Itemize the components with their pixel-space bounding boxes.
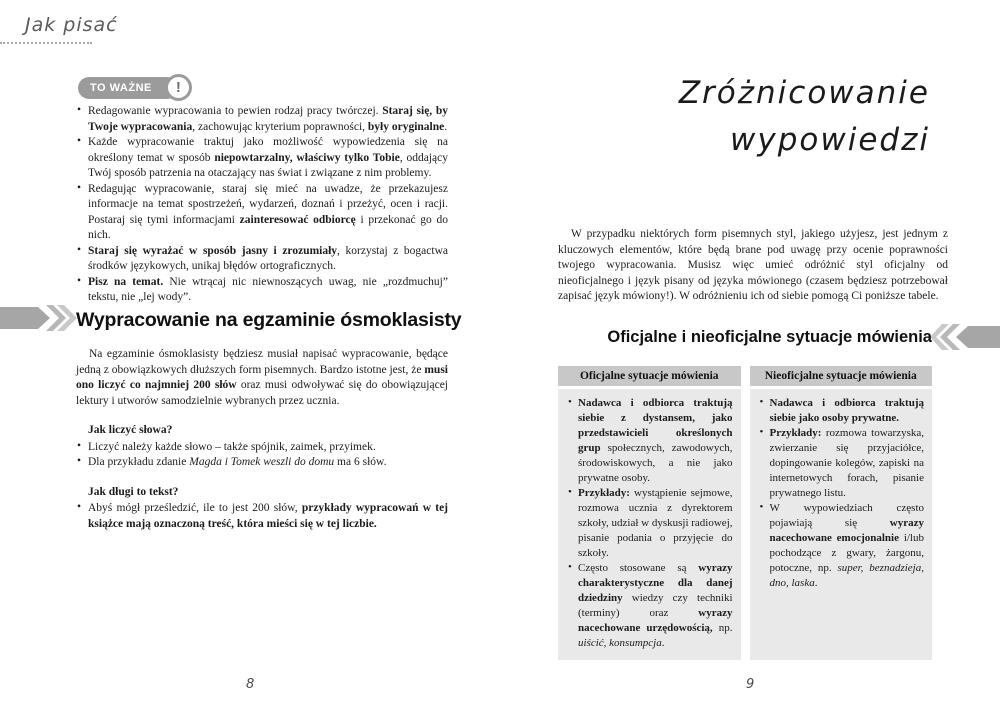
page-number-left: 8 <box>246 677 255 692</box>
section-title-right: Oficjalne i nieoficjalne sytuacje mówienia <box>607 328 932 346</box>
chevron-ribbon-icon <box>0 302 80 334</box>
bullet-icon: • <box>568 396 572 408</box>
table-header-official: Oficjalne sytuacje mówienia <box>558 366 741 386</box>
bullet-icon: • <box>77 181 82 194</box>
chapter-title-line1: Zróżnicowanie <box>678 75 930 111</box>
bullet-icon: • <box>77 243 82 256</box>
chapter-title-line2: wypowiedzi <box>730 122 930 158</box>
bullet-icon: • <box>759 396 764 408</box>
list-item: • Przykłady: rozmowa towarzyska, zwierzanie się przyjaciółce, dopingowanie kolegów, zapiski na internetowych forach, pisanie prywatnego listu. <box>759 426 924 499</box>
list-item: • Każde wypracowanie traktuj jako możliwość wypowiedzenia się na określony temat w sposób niepowtarzalny, właściwy tylko Tobie, oddający Twój sposób patrzenia na otaczający nas świat i związane z nim problemy. <box>77 135 449 179</box>
important-bullet-list <box>76 104 448 306</box>
running-header: Jak pisać <box>25 14 118 36</box>
chevron-ribbon-icon <box>930 321 1000 353</box>
dotted-rule <box>0 42 92 44</box>
important-badge-label: TO WAŻNE <box>78 77 178 99</box>
table-cell-official <box>558 389 741 660</box>
subheading-count-words: Jak liczyć słowa? <box>88 424 173 436</box>
bullet-icon: • <box>77 274 82 287</box>
chapter-title <box>679 70 930 164</box>
list-item: • Nadawca i odbiorca traktują siebie z dystansem, jako przedstawicieli określonych grup społecznych, zawodowych, środowiskowych, a nie jako prywatne osoby. <box>568 396 733 484</box>
table-cell-unofficial <box>750 389 933 660</box>
subheading-text-length: Jak długi to tekst? <box>88 485 179 498</box>
list-item: • Często stosowane są wyrazy charakterystyczne dla danej dziedziny wiedzy czy techniki (terminy) oraz wyrazy nacechowane urzędowością, np. uiścić, konsumpcja. <box>568 561 733 649</box>
list-item: • Redagując wypracowanie, staraj się mieć na uwadze, że przekazujesz informacje na temat spostrzeżeń, wydarzeń, doznań i przeżyć, ocen i racji. Postaraj się tymi informacjami zainteresować odbiorcę i przekonać go do nich. <box>77 181 448 241</box>
list-item: • Nadawca i odbiorca traktują siebie jako osoby prywatne. <box>759 396 924 424</box>
list-item: • Staraj się wyrażać w sposób jasny i zrozumiały, korzystaj z bogactwa środków językowych, unikaj błędów ortograficznych. <box>77 243 448 272</box>
situations-table <box>558 366 932 660</box>
bullet-icon: • <box>759 426 764 438</box>
bullet-icon: • <box>77 135 82 147</box>
exam-intro-paragraph: Na egzaminie ósmoklasisty będziesz musiał napisać wypracowanie, będące jedną z obowiązkowych dłuższych form pisemnych. Bardzo istotne jest, że musi ono liczyć co najmniej 200 słów oraz musi odwoływać się do obowiązującej lektury i utworów samodzielnie wybranych przez ucznia. <box>76 348 448 407</box>
page-number-right: 9 <box>746 677 755 692</box>
important-badge <box>78 77 181 99</box>
list-item: • Przykłady: wystąpienie sejmowe, rozmowa ucznia z dyrektorem szkoły, udział w dyskusji radiowej, pisanie podania o przyjęcie do szkoły. <box>568 486 733 559</box>
bullet-icon: • <box>77 439 82 452</box>
section-title-left: Wypracowanie na egzaminie ósmoklasisty <box>76 309 462 331</box>
text-length-list <box>76 501 448 532</box>
count-words-list <box>76 440 448 471</box>
bullet-icon: • <box>759 501 764 513</box>
bullet-icon: • <box>568 486 572 498</box>
list-item: • Abyś mógł prześledzić, ile to jest 200 słów, przykłady wypracowań w tej książce mają oznaczoną treść, która mieści się w tej liczbie. <box>77 501 448 530</box>
list-item: • Liczyć należy każde słowo – także spójnik, zaimek, przyimek. <box>77 439 376 453</box>
style-intro-paragraph: W przypadku niektórych form pisemnych styl, jakiego użyjesz, jest jednym z kluczowych elementów, które będą brane pod uwagę przy ocenie poprawności twojego wypracowania. Musisz więc umieć odróżnić styl oficjalny od nieoficjalnego i język pisany od języka mówionego (czasem będziesz potrzebował zapisać język mówiony!). W odróżnieniu ich od siebie pomogą Ci poniższe tabele. <box>558 228 948 302</box>
bullet-icon: • <box>568 561 572 573</box>
list-item: • Pisz na temat. Nie wtrącaj nic niewnoszących uwag, nie „rozdmuchuj” tekstu, nie „lej wody”. <box>77 274 448 303</box>
list-item: • W wypowiedziach często pojawiają się wyrazy nacechowane emocjonalnie i/lub pochodzące z gwary, żargonu, potoczne, np. super, beznadzieja, dno, laska. <box>759 501 924 589</box>
style-intro <box>558 227 948 305</box>
bullet-icon: • <box>77 104 82 116</box>
bullet-icon: • <box>77 501 82 513</box>
bullet-icon: • <box>77 455 82 467</box>
exam-section-body <box>76 347 448 532</box>
exclamation-icon: ! <box>165 74 192 101</box>
list-item: • Redagowanie wypracowania to pewien rodzaj pracy twórczej. Staraj się, by Twoje wypracowania, zachowując kryterium poprawności, były oryginalne. <box>77 104 448 133</box>
table-header-unofficial: Nieoficjalne sytuacje mówienia <box>750 366 933 386</box>
list-item: • Dla przykładu zdanie Magda i Tomek weszli do domu ma 6 słów. <box>77 455 387 468</box>
